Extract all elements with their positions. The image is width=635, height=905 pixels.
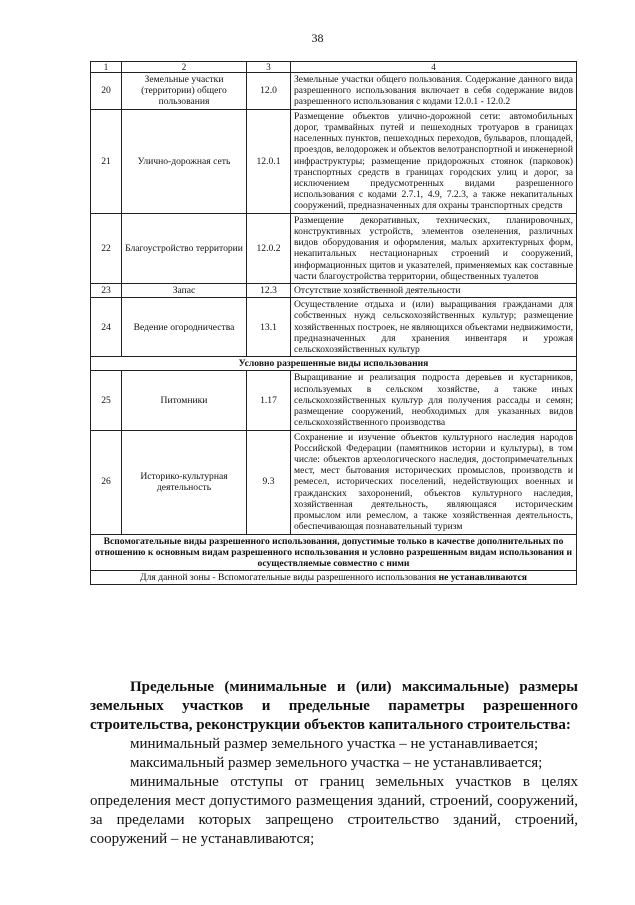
use-type-name: Запас [122,283,247,297]
auxiliary-note-text: Для данной зоны - Вспомогательные виды разрешенного использования [140,572,439,584]
use-type-code: 13.1 [247,298,291,357]
note-row [91,571,577,585]
row-number: 26 [91,430,122,534]
min-setbacks-paragraph: минимальные отступы от границ земельных участков в целях определения мест допустимого размещения зданий, строений, сооружений, за пределами которых запрещено строительство зданий, строений, сооружений – не устанавливаются; [90,774,578,847]
section-heading-auxiliary: Вспомогательные виды разрешенного использования, допустимые только в качестве дополнительных по отношению к основным видам разрешенного использования и условно разрешенным видам использования и осуществляемые совместно с ними [91,534,577,571]
row-number: 21 [91,109,122,213]
use-type-name: Ведение огородничества [122,298,247,357]
section-heading-conditional: Условно разрешенные виды использования [91,357,577,371]
header-col-4: 4 [291,62,577,73]
row-number: 23 [91,283,122,297]
use-type-description: Размещение декоративных, технических, планировочных, конструктивных устройств, элементов озеленения, различных видов оборудования и оформления, малых архитектурных форм, некапитальных нестационарных строений и сооружений, информационных щитов и указателей, применяемых как составные части благоустройства территории, общественных туалетов [291,213,577,283]
table-row [91,283,577,297]
use-type-description: Размещение объектов улично-дорожной сети: автомобильных дорог, трамвайных путей и пешеходных тротуаров в границах населенных пунктов, пешеходных переходов, бульваров, площадей, проездов, велодорожек и объектов велотранспортной и инженерной инфраструктуры; размещение придорожных стоянок (парковок) транспортных средств в границах городских улиц и дорог, за исключением предусмотренных видами разрешенного использования с кодами 2.7.1, 4.9, 7.2.3, а также некапитальных сооружений, предназначенных для охраны транспортных средств [291,109,577,213]
parameters-heading: Предельные (минимальные и (или) максимальные) размеры земельных участков и предельные параметры разрешенного строительства, реконструкции объектов капитального строительства: [90,679,578,733]
section-row [91,357,577,371]
row-number: 25 [91,371,122,430]
use-type-name: Питомники [122,371,247,430]
use-type-description: Отсутствие хозяйственной деятельности [291,283,577,297]
use-type-code: 1.17 [247,371,291,430]
table-row [91,73,577,110]
land-use-table [90,61,577,585]
table-row [91,371,577,430]
auxiliary-note-emphasis: не устанавливаются [438,572,527,584]
use-type-description: Выращивание и реализация подроста деревьев и кустарников, используемых в сельском хозяйстве, а также иных сельскохозяйственных культур для получения рассады и семян; размещение сооружений, необходимых для указанных видов сельскохозяйственного производства [291,371,577,430]
use-type-code: 12.3 [247,283,291,297]
use-type-description: Осуществление отдыха и (или) выращивания гражданами для собственных нужд сельскохозяйственных культур; размещение хозяйственных построек, не являющихся объектами недвижимости, предназначенных для хранения инвентаря и урожая сельскохозяйственных культур [291,298,577,357]
header-col-2: 2 [122,62,247,73]
header-col-3: 3 [247,62,291,73]
section-row [91,534,577,571]
row-number: 20 [91,73,122,110]
auxiliary-note [91,571,577,585]
use-type-name: Земельные участки (территории) общего пользования [122,73,247,110]
use-type-name: Благоустройство территории [122,213,247,283]
use-type-code: 12.0 [247,73,291,110]
use-type-code: 9.3 [247,430,291,534]
table-row [91,109,577,213]
row-number: 22 [91,213,122,283]
min-plot-size-line: минимальный размер земельного участка – не устанавливается; [130,736,539,752]
page-number: 38 [311,31,324,45]
use-type-description: Земельные участки общего пользования. Содержание данного вида разрешенного использования включает в себя содержание видов разрешенного использования с кодами 12.0.1 - 12.0.2 [291,73,577,110]
table-row [91,298,577,357]
header-col-1: 1 [91,62,122,73]
use-type-name: Историко-культурная деятельность [122,430,247,534]
max-plot-size-line: максимальный размер земельного участка – не устанавливается; [130,755,543,771]
use-type-description: Сохранение и изучение объектов культурного наследия народов Российской Федерации (памятников истории и культуры), в том числе: объектов археологического наследия, достопримечательных мест, мест бытования исторических промыслов, производств и ремесел, исторических поселений, недействующих военных и гражданских захоронений, объектов культурного наследия, хозяйственная деятельность, являющаяся историческим промыслом или ремеслом, а также хозяйственная деятельность, обеспечивающая познавательный туризм [291,430,577,534]
body-text [90,678,578,849]
use-type-code: 12.0.1 [247,109,291,213]
table-header-row [91,62,577,73]
table-row [91,430,577,534]
use-type-name: Улично-дорожная сеть [122,109,247,213]
use-type-code: 12.0.2 [247,213,291,283]
table-row [91,213,577,283]
row-number: 24 [91,298,122,357]
